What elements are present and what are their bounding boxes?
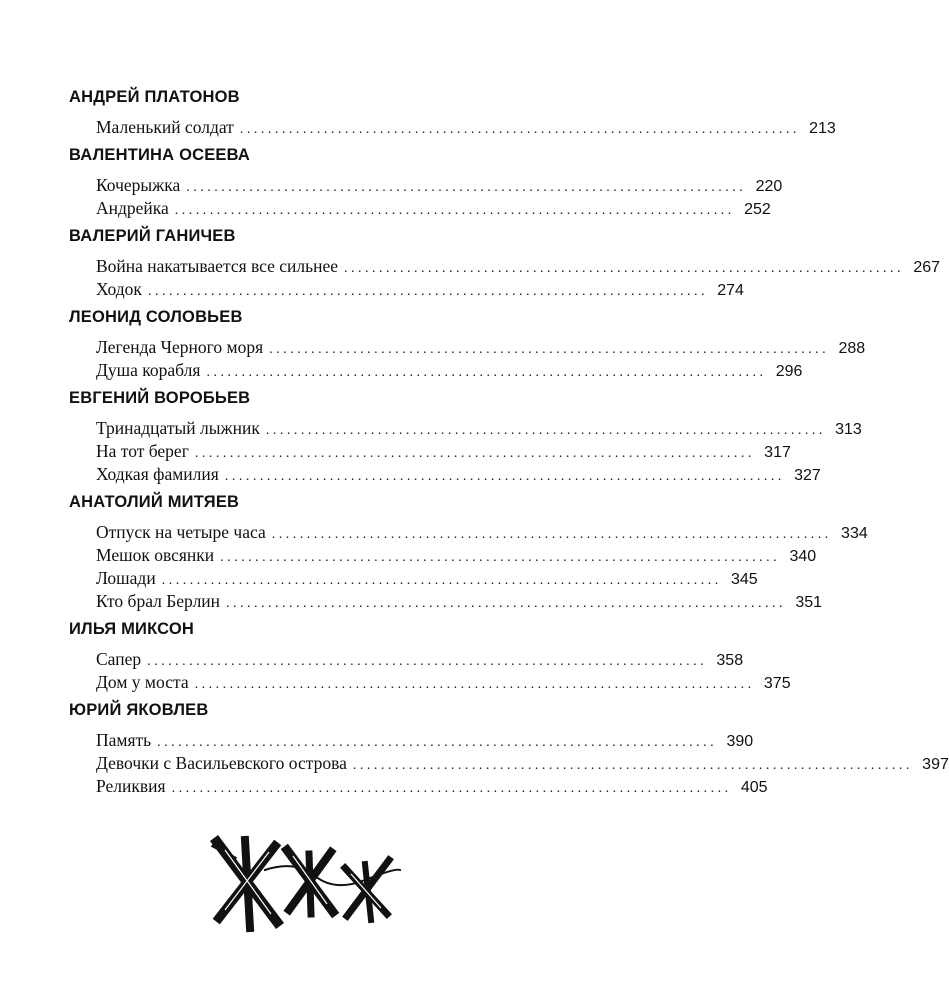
page-number: 296 [775,363,803,380]
author-heading: ЕВГЕНИЙ ВОРОБЬЕВ [69,389,251,407]
dot-leader: ................................................................................ [174,203,735,218]
page-number: 252 [744,201,771,218]
dot-leader: ................................................................................ [147,654,708,669]
page-number: 220 [755,178,783,195]
page-number: 405 [740,779,768,796]
entry-title: Душа корабля [96,360,201,380]
toc-section [69,489,868,613]
toc-entry[interactable] [69,648,744,671]
entry-title: Сапер [96,649,142,669]
entry-title: Девочки с Васильевского острова [96,753,347,773]
author-heading: ЮРИЙ ЯКОВЛЕВ [69,701,209,719]
dot-leader: ................................................................................ [194,677,755,692]
toc-entry[interactable] [69,359,803,382]
page-number: 345 [731,571,758,588]
entry-title: На тот берег [96,441,189,461]
dot-leader: ................................................................................ [344,261,905,276]
toc-section [69,142,783,220]
dot-leader: ................................................................................ [220,550,781,565]
page-number: 358 [716,652,744,669]
dot-leader: ................................................................................ [271,527,832,542]
toc-entry[interactable] [69,278,744,301]
toc-section [69,84,836,139]
toc-section [69,616,791,694]
entry-title: Ходкая фамилия [96,464,219,484]
toc-entry[interactable] [69,544,817,567]
author-heading: АНДРЕЙ ПЛАТОНОВ [69,88,240,106]
entry-title: Легенда Черного моря [96,337,264,357]
entry-title: Мешок овсянки [96,545,215,565]
toc-entry[interactable] [69,336,866,359]
dot-leader: ................................................................................ [157,735,718,750]
table-of-contents [69,84,949,798]
page-number: 390 [726,733,754,750]
author-heading: ВАЛЕНТИНА ОСЕЕВА [69,146,251,164]
dot-leader: ................................................................................ [352,758,913,773]
dot-leader: ................................................................................ [226,596,787,611]
entry-title: Кто брал Берлин [96,591,221,611]
dot-leader: ................................................................................ [239,122,800,137]
page-number: 213 [809,120,836,137]
toc-section [69,304,866,382]
toc-section [69,385,862,486]
page-number: 334 [841,525,868,542]
toc-entry[interactable] [69,440,791,463]
dot-leader: ................................................................................ [206,365,767,380]
entry-title: Кочерыжка [96,175,181,195]
page-number: 375 [763,675,791,692]
entry-title: Маленький солдат [96,117,234,137]
page-number: 313 [835,421,862,438]
dot-leader: ................................................................................ [186,180,747,195]
page-number: 351 [795,594,823,611]
dot-leader: ................................................................................ [147,284,708,299]
page-number: 327 [794,467,821,484]
toc-entry[interactable] [69,521,868,544]
entry-title: Война накатывается все сильнее [96,256,339,276]
dot-leader: ................................................................................ [194,446,755,461]
toc-entry[interactable] [69,671,791,694]
page-number: 274 [717,282,744,299]
entry-title: Ходок [96,279,142,299]
toc-section [69,223,941,301]
entry-title: Дом у моста [96,672,189,692]
toc-entry[interactable] [69,567,758,590]
toc-entry[interactable] [69,752,949,775]
entry-title: Отпуск на четыре часа [96,522,266,542]
toc-entry[interactable] [69,729,754,752]
toc-entry[interactable] [69,116,836,139]
toc-entry[interactable] [69,590,823,613]
toc-entry[interactable] [69,255,941,278]
dot-leader: ................................................................................ [171,781,732,796]
toc-entry[interactable] [69,417,862,440]
toc-section [69,697,949,798]
toc-entry[interactable] [69,775,768,798]
page-number: 340 [789,548,817,565]
entry-title: Лошади [96,568,156,588]
dot-leader: ................................................................................ [269,342,830,357]
entry-title: Память [96,730,152,750]
page-number: 267 [913,259,941,276]
entry-title: Андрейка [96,198,169,218]
page-number: 288 [838,340,866,357]
entry-title: Реликвия [96,776,166,796]
author-heading: АНАТОЛИЙ МИТЯЕВ [69,493,240,511]
page-number: 397 [922,756,949,773]
toc-entry[interactable] [69,463,821,486]
author-heading: ЛЕОНИД СОЛОВЬЕВ [69,308,243,326]
dot-leader: ................................................................................ [224,469,785,484]
dot-leader: ................................................................................ [161,573,722,588]
toc-entry[interactable] [69,174,783,197]
author-heading: ВАЛЕРИЙ ГАНИЧЕВ [69,227,236,245]
entry-title: Тринадцатый лыжник [96,418,260,438]
author-heading: ИЛЬЯ МИКСОН [69,620,195,638]
toc-entry[interactable] [69,197,771,220]
anti-tank-hedgehogs-icon [205,830,405,935]
page-number: 317 [764,444,791,461]
dot-leader: ................................................................................ [265,423,826,438]
